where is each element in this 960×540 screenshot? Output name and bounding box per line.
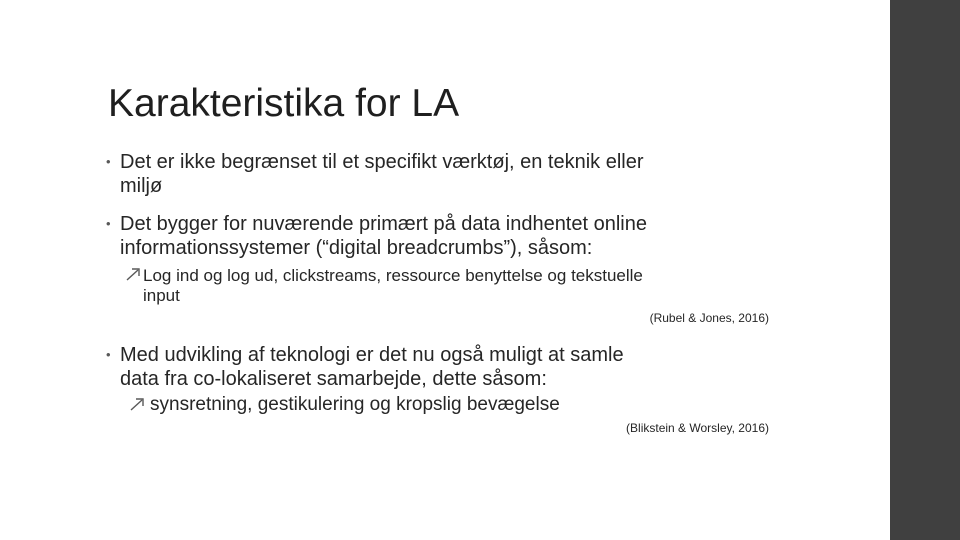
sub-bullet-2-line-2: input	[143, 286, 180, 305]
sub-bullet-3	[150, 394, 560, 416]
sub-bullet-2-line-1: Log ind og log ud, clickstreams, ressource benyttelse og tekstuelle	[143, 266, 643, 285]
arrow-icon	[126, 267, 142, 281]
bullet-3-line-1: Med udvikling af teknologi er det nu også muligt at samle	[120, 344, 624, 366]
bullet-2-line-1: Det bygger for nuværende primært på data indhentet online	[120, 213, 647, 235]
bullet-1-line-1: Det er ikke begrænset til et specifikt værktøj, en teknik eller	[120, 151, 644, 173]
arrow-icon	[130, 397, 146, 411]
sub-bullet-2	[143, 266, 643, 306]
bullet-item-2	[106, 212, 647, 260]
bullet-dot-icon: •	[106, 216, 111, 231]
bullet-dot-icon: •	[106, 154, 111, 169]
bullet-item-3	[106, 343, 624, 391]
bullet-item-1	[106, 150, 644, 198]
bullet-3-line-2: data fra co-lokaliseret samarbejde, dette såsom:	[120, 368, 547, 390]
sub-bullet-3-line-1: synsretning, gestikulering og kropslig bevægelse	[150, 394, 560, 415]
slide-title: Karakteristika for LA	[108, 82, 460, 125]
bullet-1-line-2: miljø	[120, 175, 163, 197]
citation-rubel-jones: (Rubel & Jones, 2016)	[649, 311, 769, 325]
bullet-dot-icon: •	[106, 347, 111, 362]
sidebar-bar	[890, 0, 960, 540]
bullet-2-line-2: informationssystemer (“digital breadcrumbs”), såsom:	[120, 237, 593, 259]
citation-blikstein-worsley: (Blikstein & Worsley, 2016)	[626, 421, 769, 435]
